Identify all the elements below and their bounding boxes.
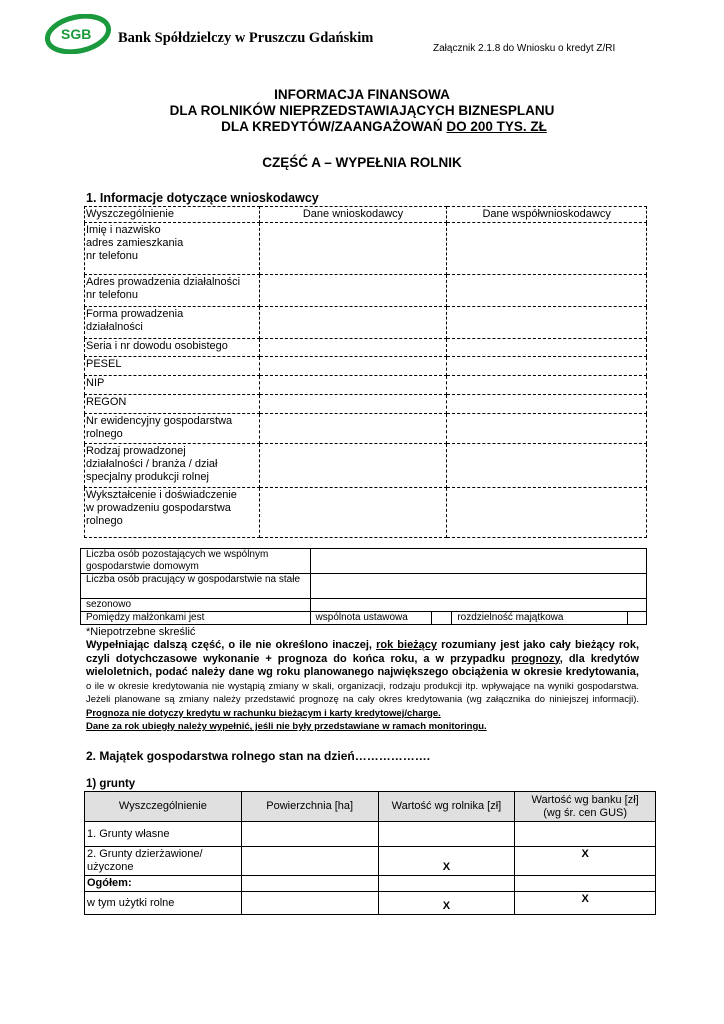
applicant-field[interactable] bbox=[259, 223, 447, 275]
sgb-logo bbox=[44, 14, 112, 54]
row-label: Forma prowadzenia działalności bbox=[85, 307, 260, 339]
coapplicant-field[interactable] bbox=[447, 444, 647, 488]
section1-heading: 1. Informacje dotyczące wnioskodawcy bbox=[86, 191, 319, 205]
farmer-value-field[interactable] bbox=[378, 876, 515, 892]
instructions-paragraph: Wypełniając dalszą część, o ile nie określono inaczej, rok bieżący rozumiany jest jako cały bieżący rok, czyli dotychczasowe wykonanie + prognoza do końca roku, a w przypadku prognozy, dla kredytów wieloletnich, podać należy dane wg roku planowanego największego obciążenia w okresie kredytowania, o ile w okresie kredytowania nie wystąpią zmiany w skali, organizacji, rodzaju produkcji itp. wpływające na wyniki gospodarstwa. Jeżeli planowane są zmiany należy przedstawić prognozę na cały okres kredytowania (wg załącznika do niniejszej informacji). Prognoza nie dotyczy kredytu w rachunku bieżącym i karty kredytowej/charge. Dane za rok ubiegły należy wypełnić, jeśli nie były przedstawiane w ramach monitoringu. bbox=[86, 639, 640, 732]
doc-title-line1: INFORMACJA FINANSOWA bbox=[274, 87, 450, 102]
row-label: Rodzaj prowadzonej działalności / branża / dział specjalny produkcji rolnej bbox=[85, 444, 260, 488]
applicant-info-table bbox=[84, 206, 647, 538]
row-label: Liczba osób pozostających we wspólnym gospodarstwie domowym bbox=[81, 549, 311, 574]
col-header: Dane współwnioskodawcy bbox=[447, 207, 647, 223]
option-separate-checkbox[interactable] bbox=[627, 612, 646, 625]
area-field[interactable] bbox=[241, 847, 378, 876]
section2-heading: 2. Majątek gospodarstwa rolnego stan na dzień………………. bbox=[86, 749, 431, 763]
row-label: Seria i nr dowodu osobistego bbox=[85, 339, 260, 357]
applicant-field[interactable] bbox=[259, 339, 447, 357]
row-label: 2. Grunty dzierżawione/ użyczone bbox=[85, 847, 242, 876]
area-field[interactable] bbox=[241, 876, 378, 892]
row-label: Liczba osób pracujący w gospodarstwie na stałe bbox=[81, 574, 311, 599]
doc-title-line3: DLA KREDYTÓW/ZAANGAŻOWAŃ DO 200 TYS. ZŁ bbox=[221, 119, 547, 134]
coapplicant-field[interactable] bbox=[447, 488, 647, 538]
row-label: Nr ewidencyjny gospodarstwa rolnego bbox=[85, 414, 260, 444]
row-label: NIP bbox=[85, 376, 260, 395]
bank-value-field: X bbox=[515, 892, 656, 915]
row-label: REGON bbox=[85, 395, 260, 414]
coapplicant-field[interactable] bbox=[447, 414, 647, 444]
col-header: Dane wnioskodawcy bbox=[259, 207, 447, 223]
farmer-value-field[interactable] bbox=[378, 822, 515, 847]
applicant-field[interactable] bbox=[259, 376, 447, 395]
col-header: Wartość wg banku [zł] (wg śr. cen GUS) bbox=[515, 792, 656, 822]
applicant-field[interactable] bbox=[259, 357, 447, 376]
household-table bbox=[80, 548, 647, 625]
row-label: Imię i nazwisko adres zamieszkania nr telefonu bbox=[85, 223, 260, 275]
doc-title-line2: DLA ROLNIKÓW NIEPRZEDSTAWIAJĄCYCH BIZNESPLANU bbox=[169, 103, 555, 118]
coapplicant-field[interactable] bbox=[447, 357, 647, 376]
row-label: 1. Grunty własne bbox=[85, 822, 242, 847]
coapplicant-field[interactable] bbox=[447, 275, 647, 307]
farmer-value-field: X bbox=[378, 847, 515, 876]
col-header: Wyszczególnienie bbox=[85, 792, 242, 822]
coapplicant-field[interactable] bbox=[447, 339, 647, 357]
bank-name: Bank Spółdzielczy w Pruszczu Gdańskim bbox=[118, 30, 374, 46]
bank-value-field[interactable] bbox=[515, 876, 656, 892]
applicant-field[interactable] bbox=[259, 414, 447, 444]
applicant-field[interactable] bbox=[259, 488, 447, 538]
applicant-field[interactable] bbox=[259, 307, 447, 339]
row-label: Wykształcenie i doświadczenie w prowadzeniu gospodarstwa rolnego bbox=[85, 488, 260, 538]
marital-label: Pomiędzy małżonkami jest bbox=[81, 612, 311, 625]
col-header: Powierzchnia [ha] bbox=[241, 792, 378, 822]
attachment-label: Załącznik 2.1.8 do Wniosku o kredyt Z/RI bbox=[433, 43, 616, 54]
land-table bbox=[84, 791, 656, 915]
coapplicant-field[interactable] bbox=[447, 307, 647, 339]
col-header: Wyszczególnienie bbox=[85, 207, 260, 223]
coapplicant-field[interactable] bbox=[447, 376, 647, 395]
land-subheading: 1) grunty bbox=[86, 778, 136, 790]
household-field[interactable] bbox=[310, 599, 646, 612]
bank-value-field: X bbox=[515, 847, 656, 876]
farmer-value-field: X bbox=[378, 892, 515, 915]
applicant-field[interactable] bbox=[259, 444, 447, 488]
row-label: Adres prowadzenia działalności nr telefonu bbox=[85, 275, 260, 307]
household-field[interactable] bbox=[310, 549, 646, 574]
applicant-field[interactable] bbox=[259, 275, 447, 307]
logo-text: SGB bbox=[61, 26, 92, 42]
coapplicant-field[interactable] bbox=[447, 223, 647, 275]
option-joint-label: wspólnota ustawowa bbox=[310, 612, 432, 625]
area-field[interactable] bbox=[241, 822, 378, 847]
area-field[interactable] bbox=[241, 892, 378, 915]
row-label: w tym użytki rolne bbox=[85, 892, 242, 915]
coapplicant-field[interactable] bbox=[447, 395, 647, 414]
option-joint-checkbox[interactable] bbox=[432, 612, 452, 625]
row-label: PESEL bbox=[85, 357, 260, 376]
option-separate-label: rozdzielność majątkowa bbox=[452, 612, 628, 625]
bank-value-field[interactable] bbox=[515, 822, 656, 847]
col-header: Wartość wg rolnika [zł] bbox=[378, 792, 515, 822]
applicant-field[interactable] bbox=[259, 395, 447, 414]
row-label: sezonowo bbox=[81, 599, 311, 612]
household-field[interactable] bbox=[310, 574, 646, 599]
footnote: *Niepotrzebne skreślić bbox=[86, 626, 196, 638]
row-label: Ogółem: bbox=[85, 876, 242, 892]
section-a-heading: CZĘŚĆ A – WYPEŁNIA ROLNIK bbox=[262, 155, 462, 170]
